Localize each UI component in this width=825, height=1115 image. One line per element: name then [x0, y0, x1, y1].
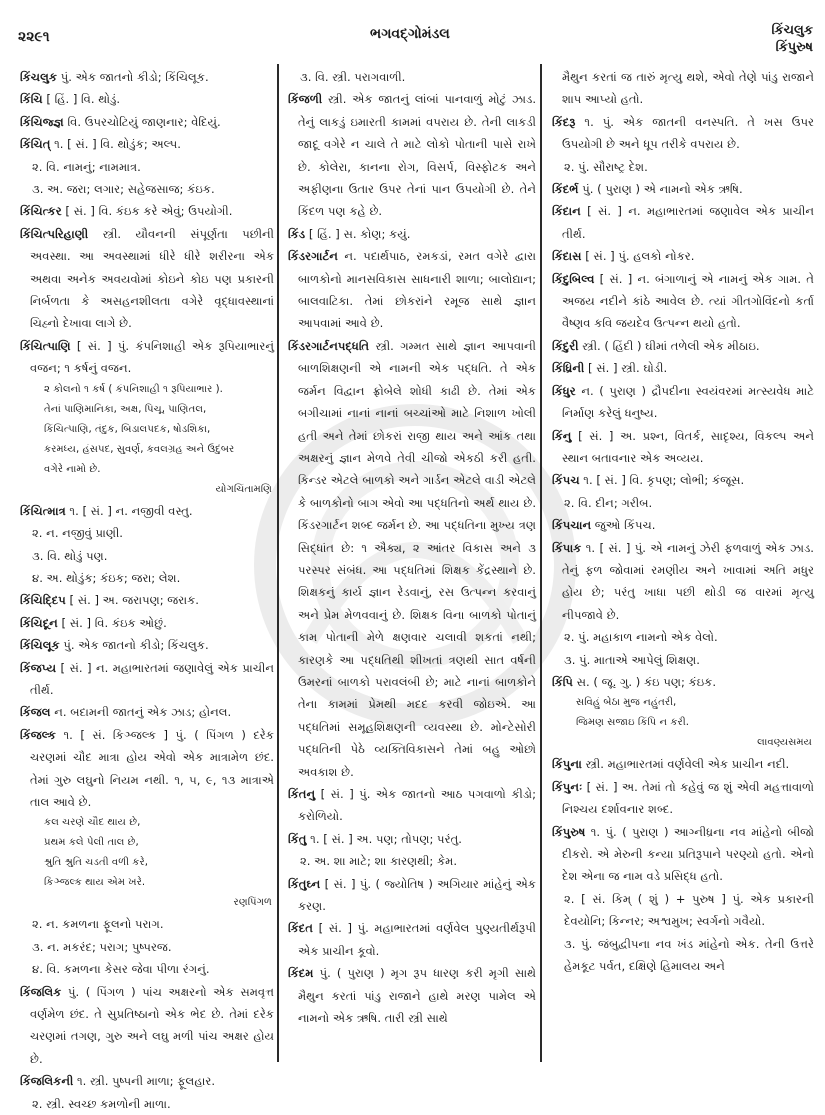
headword: કિંદાન: [552, 204, 581, 219]
definition-text: [ સં. ] પું. હલકો નોકર.: [581, 249, 695, 264]
sub-sense: [20, 936, 274, 958]
definition-text: [ સં. ] સ્ત્રી. ઘોડી.: [584, 361, 668, 376]
quotation-line: શ્રુતિ શ્રુતિ ચડતી વળી કરે,: [44, 857, 148, 869]
dictionary-entry: [288, 335, 536, 783]
quotation-line: જિમણ સજાઇ કિંપિ ન કરી.: [576, 717, 689, 729]
quotation-line: ૨ કોલનો ૧ કર્ષ ( કંપનિશાહી ૧ રૂપિયાભાર ).: [44, 383, 223, 395]
headword: કિંડરગાર્ટન: [288, 249, 338, 264]
headword: કિંદુરી: [552, 338, 579, 353]
headword: કિંચિત્: [20, 137, 51, 152]
sub-sense: [20, 567, 274, 589]
definition-text: સ્ત્રી. એક જાતનું લાંબાં પાનવાળું મોટું ઝાડ. તેનું લાકડું ઇમારતી કામમાં વપરાય છે. તેની લાકડી જાદૂ વગેરે ન ચાલે તે માટે લોકો પોતાની પાસે રાખે છે. કોલેરા, કાનના રોગ, વિસર્પ, વિસ્ફોટક અને અફીણના ઉતાર ઉપર તેનાં પાન ઉપયોગી છે. તેને કિંદળ પણ કહે છે.: [298, 92, 536, 219]
headword: કિંજપ્ય: [20, 660, 57, 675]
definition-text: પું. એક જાતનો કીડો; કિંચિલૂક.: [57, 70, 209, 84]
definition-text: [ સં. ] વિ. કંઇક કરે એવું; ઉપયોગી.: [61, 204, 233, 219]
dictionary-entry: [288, 223, 536, 245]
definition-text: સ્ત્રી. મહાભારતમાં વર્ણવેલી એક પ્રાચીન નદી.: [581, 757, 790, 772]
dictionary-entry: [552, 200, 814, 245]
definition-text: ૩. વિ. સ્ત્રી. પરાગવાળી.: [300, 70, 406, 84]
guide-word-first: કિંચલુક: [771, 23, 813, 38]
entry-continuation: [552, 66, 814, 111]
dictionary-entry: [552, 469, 814, 491]
definition-text: ૨. પું. મહાકાળ નામનો એક વેલો.: [564, 630, 718, 645]
headword: કિંદર્ભ: [552, 182, 579, 197]
definition-text: ૨. [ સં. કિમ્ ( શું ) + પુરુષ ] પું. એક પ્રકારની દેવયોનિ; કિન્નર; અશ્વમુખ; સ્વર્ગનો ગવૈયો.: [564, 891, 814, 929]
definition-text: ૪. વિ. કમળના કેસર જેવા પીળા રંગનું.: [32, 962, 210, 977]
headword: કિંચિત્પરિહાણી: [20, 226, 89, 241]
definition-text: [ સં. ] પું. કંપનિશાહી એક રૂપિયાભારનું વજન; ૧ કર્ષનું વજન.: [30, 338, 274, 376]
definition-text: વિ. ઉપરચોટિયું જાણનાર; વેદિયું.: [63, 114, 221, 129]
headword: કિંચિજ્જ્ઞ: [20, 114, 64, 129]
headword: કિંદત: [288, 921, 313, 936]
headword: કિંજલ: [20, 705, 51, 720]
dictionary-entry: [20, 88, 274, 110]
headword: કિંજલિકની: [20, 1074, 74, 1089]
definition-text: ૩. અ. જરા; લગાર; સહેજસાજ; કંઇક.: [32, 182, 215, 197]
dictionary-entry: [552, 268, 814, 335]
dictionary-entry: [20, 200, 274, 222]
dictionary-entry: [288, 88, 536, 222]
definition-text: ૧. પું. એક જાતની વનસ્પતિ. તે ખસ ઉપર ઉપયોગી છે અને ધૂપ તરીકે વપરાય છે.: [562, 114, 814, 152]
headword: કિંપાક: [552, 540, 582, 555]
definition-text: [ હિં. ] સ. કોણ; કયું.: [305, 226, 411, 241]
column-divider: [277, 64, 279, 1062]
dictionary-entry: [552, 776, 814, 821]
dictionary-entry: [20, 701, 274, 723]
dictionary-entry: [20, 335, 274, 380]
definition-text: [ હિં. ] વિ. થોડું.: [42, 92, 121, 107]
quotation-source: રણપિંગળ: [233, 897, 272, 909]
headword: કિંચિત્માત્ર: [20, 503, 66, 518]
column-divider: [540, 64, 542, 1062]
sub-sense: [20, 913, 274, 935]
headword: કિંધુર: [552, 383, 576, 398]
headword: કિંપચાન: [552, 518, 592, 533]
sub-sense: [552, 649, 814, 671]
headword: કિંજળી: [288, 92, 323, 107]
sub-sense: [552, 888, 814, 933]
quotation-source: યોગચિંતામણિ: [215, 483, 272, 495]
sub-sense: [288, 850, 536, 872]
definition-text: પું. ( પુરાણ ) મૃગ રૂપ ધારણ કરી મૃગી સાથે મૈથુન કરતાં પાંડુ રાજાને હાથે મરણ પામેલ એ નામનો એક ઋષિ. તારી સ્ત્રી સાથે: [298, 966, 536, 1026]
dictionary-entry: [552, 821, 814, 888]
dictionary-entry: [288, 917, 536, 962]
dictionary-entry: [20, 981, 274, 1071]
dictionary-entry: [288, 873, 536, 918]
definition-text: સ્ત્રી. ગમ્મત સાથે જ્ઞાન આપવાની બાળશિક્ષણની એ નામની એક પદ્ધતિ. તે એક જર્મન વિદ્વાન ફ્રોબેલે શોધી કાઢી છે. તેમાં એક બગીચામાં નાનાં નાનાં બચ્ચાંઓ માટે નિશાળ ખોલી હતી અને તેમાં છોકરાં રાજી થાય અને આંક તથા અક્ષરનું જ્ઞાન મેળવે તેવી ચીજો એકઠી કરી હતી. કિન્ડર એટલે બાળકો અને ગાર્ડન એટલે વાડી એટલે કે બાળકોનો બાગ એવો આ પદ્ધતિનો અર્થ થાય છે. કિંડરગાર્ટન શબ્દ જર્મન છે. આ પદ્ધતિના મુખ્ય ત્રણ સિદ્ધાંત છે: ૧ ઐક્ય, ૨ આંતર વિકાસ અને ૩ પરસ્પર સંબંધ. આ પદ્ધતિમાં શિક્ષક કેંદ્રસ્થાને છે. શિક્ષકનું કાર્ય જ્ઞાન રેડવાનું, રસ ઉત્પન્ન કરવાનું અને પ્રેમ મેળવવાનું છે. શિક્ષક વિના બાળકો પોતાનું કામ પોતાની મેળે ક્ષણવાર ચલાવી શકતાં નથી; કારણકે આ પદ્ધતિથી શીખતાં ત્રણથી સાત વર્ષની ઉમરનાં બાળકો પરાવલંબી છે; માટે નાનાં બાળકોને તેના કામમાં પ્રેમથી મદદ કરવી જોઇએ. આ પદ્ધતિમાં સમૂહશિક્ષણની વ્યવસ્થા છે. મોન્ટેસોરી પદ્ધતિની પેઠે વ્યક્તિવિકાસને તેમાં બહુ ઓછો અવકાશ છે.: [298, 338, 536, 779]
headword: કિંજલ્ક: [20, 727, 56, 742]
sub-sense: [552, 492, 814, 514]
definition-text: ૧. [ સં. ] વિ. થોડુંક; અલ્પ.: [50, 137, 181, 152]
column-2: [288, 66, 536, 1029]
definition-text: સ. ( જૂ. ગુ. ) કંઇ પણ; કંઇક.: [572, 674, 717, 689]
headword: કિંચલુક: [20, 70, 58, 84]
dictionary-entry: [552, 380, 814, 425]
column-1: [20, 66, 274, 1115]
headword: કિંનુ: [552, 428, 572, 443]
dictionary-entry: [20, 111, 274, 133]
headword: કિંડ: [288, 226, 306, 241]
dictionary-entry: [552, 111, 814, 156]
definition-text: સ્ત્રી. ( હિંદી ) ઘીમાં તળેલી એક મીઠાઇ.: [578, 338, 760, 353]
dictionary-entry: [552, 671, 814, 693]
headword: કિંપિ: [552, 674, 573, 689]
definition-text: [ સં. ] વિ. કંઇક ઓછું.: [57, 615, 167, 630]
quotation-block: [20, 380, 274, 500]
headword: કિંતુ: [288, 831, 307, 846]
dictionary-entry: [288, 245, 536, 335]
dictionary-entry: [552, 178, 814, 200]
quotation-line: કિઞ્જલ્ક થાય એમ ખરે.: [44, 877, 146, 889]
headword: કિંચિદ્દિપ: [20, 593, 66, 608]
definition-text: [ સં. ] ન. મહાભારતમાં જણાવેલું એક પ્રાચીન તીર્થ.: [30, 660, 274, 697]
dictionary-entry: [20, 66, 274, 88]
definition-text: ૧. [ સં. ] ન. નજીવી વસ્તુ.: [65, 503, 193, 518]
headword: કિંચિ: [20, 92, 43, 107]
quotation-source: લાવણ્યસમય: [757, 737, 812, 749]
definition-text: ૩. પું. માતાએ આપેલું શિક્ષણ.: [564, 652, 700, 667]
column-3: [552, 66, 814, 977]
definition-text: [ સં. ] પું. ( જ્યોતિષ ) અગિયાર માંહેનું એક કરણ.: [298, 876, 536, 914]
definition-text: [ સં. ] અ. જરાપણ; જરાક.: [65, 593, 199, 608]
definition-text: [ સં. ] પું. મહાભારતમાં વર્ણવેલ પુણ્યતીર્થરૂપી એક પ્રાચીન કૂવો.: [298, 921, 536, 958]
dictionary-entry: [20, 657, 274, 702]
dictionary-entry: [552, 425, 814, 470]
dictionary-entry: [20, 612, 274, 634]
page-header: [0, 22, 825, 62]
sub-sense: [288, 66, 536, 88]
definition-text: ૧. સ્ત્રી. પુષ્પની માળા; ફૂલહાર.: [73, 1074, 216, 1089]
sub-sense: [20, 958, 274, 980]
definition-text: પું. એક જાતનો કીડો; કિંચલુક.: [59, 638, 209, 653]
sub-sense: [552, 626, 814, 648]
definition-text: [ સં. ] અ. તેમાં તો કહેવું જ શું એવી મહત્તાવાળો નિશ્ચય દર્શાવનાર શબ્દ.: [562, 779, 814, 817]
headword: કિંડરગાર્ટનપદ્ધતિ: [288, 338, 370, 353]
definition-text: ૩. ન. મકરંદ; પરાગ; પુષ્પરજ.: [32, 939, 172, 954]
sub-sense: [20, 522, 274, 544]
dictionary-entry: [20, 223, 274, 335]
definition-text: મૈથુન કરતાં જ તારું મૃત્યુ થશે, એવો તેણે પાંડુ રાજાને શાપ આપ્યો હતો.: [562, 70, 814, 107]
dictionary-entry: [288, 828, 536, 850]
dictionary-entry: [552, 537, 814, 627]
definition-text: ૨. અ. શા માટે; શા કારણથી; કેમ.: [300, 854, 458, 869]
quotation-line: તેનાં પાણિમાનિકા, અક્ષ, પિચૂ, પાણિતલ,: [44, 403, 207, 415]
dictionary-entry: [20, 1070, 274, 1092]
definition-text: ૧. [ સં. કિઞ્જલ્ક ] પું. ( પિંગળ ) દરેક ચરણમાં ચૌદ માત્રા હોય એવો એક માત્રામેળ છંદ. તેમાં ગુરુ લઘુનો નિયમ નથી. ૧, ૫, ૯, ૧૩ માત્રાએ તાલ આવે છે.: [30, 727, 274, 809]
headword: કિંપચ: [552, 473, 580, 488]
dictionary-entry: [552, 335, 814, 357]
definition-text: ૩. વિ. થોડું પણ.: [32, 548, 108, 563]
headword: કિંતુઘ્ન: [288, 876, 321, 891]
sub-sense: [20, 1093, 274, 1115]
page-number: ૨૨૯૧: [18, 29, 50, 45]
dictionary-entry: [552, 245, 814, 267]
headword: કિંદમ: [288, 966, 314, 981]
guide-word-last: કિંપુરુષ: [775, 40, 813, 55]
definition-text: [ સં. ] ન. મહાભારતમાં જણાવેલ એક પ્રાચીન તીર્થ.: [562, 204, 814, 241]
dictionary-entry: [20, 133, 274, 155]
quotation-block: [20, 813, 274, 913]
quotation-line: વગેરે નામો છે.: [44, 463, 101, 475]
headword: કિંપુના: [552, 757, 582, 772]
definition-text: ૧. [ સં. ] અ. પણ; તોપણ; પરંતુ.: [306, 831, 462, 846]
definition-text: ૨. સ્ત્રી. સ્વચ્છ કમળોની માળા.: [32, 1096, 171, 1111]
definition-text: [ સં. ] ન. બંગાળાનું એ નામનું એક ગામ. તે અજય નદીને કાંઠે આવેલ છે. ત્યાં ગીતગોવિંદનો કર્તા વૈષ્ણવ કવિ જયદેવ ઉત્પન્ન થયો હતો.: [562, 271, 814, 331]
dictionary-entry: [20, 634, 274, 656]
dictionary-entry: [20, 589, 274, 611]
definition-text: પું. ( પિંગળ ) પાંચ અક્ષરનો એક સમવૃત્ત વર્ણમેળ છંદ. તે સુપ્રતિષ્ઠાનો એક ભેદ છે. તેમાં દરેક ચરણમાં તગણ, ગુરુ અને લઘુ મળી પાંચ અક્ષર હોય છે.: [30, 984, 274, 1066]
definition-text: [ સં. ] અ. પ્રશ્ન, વિતર્ક, સાદૃશ્ય, વિકલ્પ અને સ્થાન બતાવનાર એક અવ્યય.: [562, 428, 814, 465]
dictionary-entry: [288, 783, 536, 828]
headword: કિંદાસ: [552, 249, 582, 264]
definition-text: ૨. ન. નજીવું પ્રાણી.: [32, 526, 123, 541]
definition-text: જુઓ કિંપચ.: [591, 518, 656, 533]
quotation-line: કિંચિત્પાણિ, તંદુક, બિડાલપદક, ષોડશિકા,: [44, 423, 211, 435]
quotation-line: સવિહું બેઠા મુજ નહુંતરી,: [576, 697, 677, 709]
sub-sense: [20, 156, 274, 178]
definition-text: ૩. પું. જંબુદ્વીપના નવ ખંડ માંહેનો એક. તેની ઉત્તરે હેમકૂટ પર્વત, દક્ષિણે હિમાલય અને: [564, 936, 814, 974]
headword: કિંપુનઃ: [552, 779, 583, 794]
headword: કિંદરૂ: [552, 114, 576, 129]
headword: કિંદુબિલ્વ: [552, 271, 595, 286]
headword: કિંચિલૂક: [20, 638, 60, 653]
headword: કિંચિદૂન: [20, 615, 58, 630]
headword: કિંચિત્પાણિ: [20, 338, 71, 353]
definition-text: ન. બદામની જાતનું એક ઝાડ; હોનલ.: [50, 705, 232, 720]
definition-text: ૨. ન. કમળના ફૂલનો પરાગ.: [32, 917, 164, 932]
definition-text: [ સં. ] પું. એક જાતનો આઠ પગવાળો કીડો; કરોળિયો.: [298, 787, 536, 824]
definition-text: ૨. વિ. દીન; ગરીબ.: [564, 495, 653, 510]
dictionary-entry: [20, 724, 274, 814]
quotation-line: કલ ચરણે ચૌદ થાય છે,: [44, 817, 141, 829]
headword: કિંતનુ: [288, 787, 316, 801]
dictionary-entry: [20, 500, 274, 522]
dictionary-entry: [552, 357, 814, 379]
quotation-line: પ્રથમ કલે પેલી તાલ છે,: [44, 837, 139, 849]
sub-sense: [20, 178, 274, 200]
dictionary-entry: [288, 962, 536, 1029]
sub-sense: [552, 156, 814, 178]
quotation-block: [552, 693, 814, 753]
quotation-line: કરમધ્ય, હંસપદ, સુવર્ણ, કવલગ્રહ અને ઉદુંબર: [44, 443, 235, 455]
definition-text: ૧. પું. ( પુરાણ ) આગ્નીધ્રના નવ માંહેનો બીજો દીકરો. એ મેરુની કન્યા પ્રતિરૂપાને પરણ્યો હતો. એનો દેશ એના જ નામ વડે પ્રસિદ્ધ હતો.: [562, 824, 814, 884]
definition-text: ૨. પું. સૌરાષ્ટ્ર દેશ.: [564, 159, 648, 174]
definition-text: પું. ( પુરાણ ) એ નામનો એક ઋષિ.: [578, 182, 743, 197]
sub-sense: [552, 933, 814, 978]
definition-text: ન. ( પુરાણ ) દ્રૌપદીના સ્વયંવરમાં મત્સ્યવેધ માટે નિર્માણ કરેલું ધનુષ્ય.: [562, 383, 814, 421]
book-title: ભગવદ્ગોમંડલ: [370, 26, 450, 42]
definition-text: ૪. અ. થોડુંક; કંઇક; જરા; લેશ.: [32, 570, 181, 585]
definition-text: ન. પદાર્થપાઠ, રમકડાં, રમત વગેરે દ્વારા બાળકોનો માનસવિકાસ સાધનારી શાળા; બાલોદ્યાન; બાલવાટિકા. તેમાં છોકરાંને રમૂજ સાથે જ્ઞાન આપવામાં આવે છે.: [298, 249, 536, 331]
headword: કિંપુરુષ: [552, 824, 586, 839]
definition-text: ૨. વિ. નામનું; નામમાત્ર.: [32, 159, 141, 174]
definition-text: સ્ત્રી. યૌવનની સંપૂર્ણતા પછીની અવસ્થા. આ અવસ્થામાં ધીરે ધીરે શરીરના એક અથવા અનેક અવયવોમાં કોઇને કોઇ પણ પ્રકારની નિર્બળતા કે અસહનશીલતા વગેરે વૃદ્ધાવસ્થાનાં ચિહ્નો દેખાવા લાગે છે.: [30, 226, 274, 331]
sub-sense: [20, 545, 274, 567]
headword: કિંજલિક: [20, 984, 62, 999]
headword: કિંધ્રિની: [552, 361, 585, 376]
definition-text: ૧. [ સં. ] વિ. કૃપણ; લોભી; કંજૂસ.: [579, 473, 745, 488]
definition-text: ૧. [ સં. ] પું. એ નામનું ઝેરી ફળવાળું એક ઝાડ. તેનું ફળ જોવામાં રમણીય અને ખાવામાં અતિ મધુર હોય છે; પરંતુ ખાધા પછી થોડી જ વારમાં મૃત્યુ નીપજાવે છે.: [562, 540, 814, 622]
dictionary-entry: [552, 753, 814, 775]
headword: કિંચિત્કર: [20, 204, 62, 219]
guide-words: [771, 22, 813, 56]
dictionary-entry: [552, 514, 814, 536]
